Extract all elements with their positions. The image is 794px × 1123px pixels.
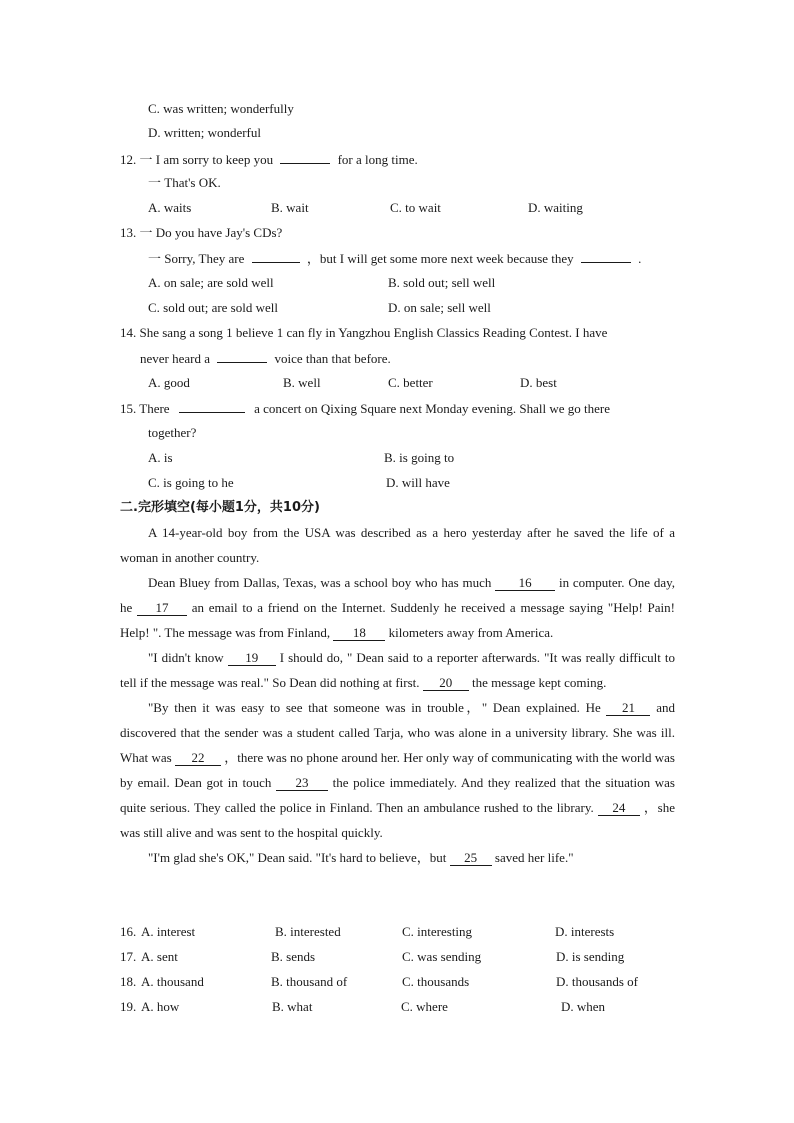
- q14-blank: [217, 350, 267, 363]
- q14-option-c: C. better: [388, 375, 433, 390]
- answer-number: 18.: [120, 974, 137, 989]
- q15-option-d: D. will have: [386, 475, 450, 490]
- q15-blank: [179, 400, 245, 413]
- q13-option-c: C. sold out; are sold well: [148, 300, 278, 315]
- q13-reply: [148, 250, 641, 267]
- q14-option-b: B. well: [283, 375, 321, 390]
- q13-reply-text: 一 Sorry, They are: [148, 251, 245, 266]
- q15-option-c: C. is going to he: [148, 475, 234, 490]
- blank-20: 20: [423, 676, 469, 691]
- q12-stem-text: 12. 一 I am sorry to keep you: [120, 152, 274, 167]
- blank-25: 25: [450, 851, 492, 866]
- passage-paragraph-4: [120, 695, 675, 845]
- answer-option-b: B. sends: [271, 949, 316, 964]
- passage-text: "By then it was easy to see that someone was in trouble，" Dean explained. He: [148, 700, 607, 715]
- answer-number: 17.: [120, 949, 137, 964]
- answer-number: 19.: [120, 999, 137, 1014]
- q13-blank-2: [581, 250, 631, 263]
- blank-18: 18: [333, 626, 385, 641]
- q15-option-a: A. is: [148, 450, 173, 465]
- q15-stem-line2: together?: [148, 425, 197, 440]
- q12-option-a: A. waits: [148, 200, 192, 215]
- blank-22: 22: [175, 751, 221, 766]
- q15-option-b: B. is going to: [384, 450, 455, 465]
- q14-stem: 14. She sang a song 1 believe 1 can fly in Yangzhou English Classics Reading Contest. I have: [120, 325, 608, 340]
- passage-paragraph-2: [120, 570, 675, 645]
- answer-option-c: C. where: [401, 999, 448, 1014]
- passage-text: "I didn't know: [148, 650, 228, 665]
- passage-text: ，she was still alive and was sent to the hospital quickly.: [120, 800, 675, 840]
- passage-text: A 14-year-old boy from the USA was described as a hero yesterday after he saved the life of a woman in another country.: [120, 525, 675, 565]
- q14-stem-text: never heard a: [140, 351, 211, 366]
- answer-option-c: C. interesting: [402, 924, 473, 939]
- q14-option-d: D. best: [520, 375, 557, 390]
- q15-stem-text: 15. There: [120, 401, 170, 416]
- passage-paragraph-3: [120, 645, 675, 695]
- answer-option-a: A. sent: [141, 949, 178, 964]
- q15-stem: [120, 400, 610, 417]
- blank-24: 24: [598, 801, 640, 816]
- passage-text: saved her life.": [491, 850, 574, 865]
- q12-stem-end: for a long time.: [337, 152, 418, 167]
- q14-option-a: A. good: [148, 375, 190, 390]
- passage-text: I should do, " Dean said to a reporter afterwards. "It was really difficult to tell if the message was real." So Dean did nothing at first.: [120, 650, 675, 690]
- answer-option-d: D. is sending: [556, 949, 625, 964]
- answer-option-c: C. was sending: [402, 949, 482, 964]
- answer-option-a: A. how: [141, 999, 180, 1014]
- q12-reply: 一 That's OK.: [148, 175, 221, 190]
- q13-reply-end: .: [638, 251, 642, 266]
- q14-stem-line2: [140, 350, 391, 367]
- passage-text: "I'm glad she's OK," Dean said. "It's hard to believe，but: [148, 850, 450, 865]
- q12-option-c: C. to wait: [390, 200, 441, 215]
- q13-reply-middle: ，but I will get some more next week because they: [306, 251, 574, 266]
- q14-stem-end: voice than that before.: [274, 351, 391, 366]
- answer-option-b: B. thousand of: [271, 974, 348, 989]
- blank-23: 23: [276, 776, 328, 791]
- passage-paragraph-1: [120, 520, 675, 570]
- answer-option-d: D. thousands of: [556, 974, 638, 989]
- q13-stem: 13. 一 Do you have Jay's CDs?: [120, 225, 283, 240]
- q13-option-a: A. on sale; are sold well: [148, 275, 274, 290]
- passage-text: an email to a friend on the Internet. Suddenly he received a message saying "Help! Pain! Help! ". The message was from Finland,: [120, 600, 675, 640]
- answer-number: 16.: [120, 924, 137, 939]
- q15-stem-end: a concert on Qixing Square next Monday evening. Shall we go there: [254, 401, 611, 416]
- q11-option-d: D. written; wonderful: [148, 125, 262, 140]
- blank-17: 17: [137, 601, 187, 616]
- answer-option-d: D. interests: [555, 924, 615, 939]
- answer-option-a: A. interest: [141, 924, 196, 939]
- blank-16: 16: [495, 576, 555, 591]
- answer-option-d: D. when: [561, 999, 606, 1014]
- blank-21: 21: [606, 701, 650, 716]
- q12-blank: [280, 151, 330, 164]
- q13-blank-1: [252, 250, 300, 263]
- passage-text: the message kept coming.: [468, 675, 607, 690]
- answer-option-c: C. thousands: [402, 974, 470, 989]
- passage-text: and discovered that the sender was a student called Tarja, who was alone in a university library. She was ill. What was: [120, 700, 675, 765]
- blank-19: 19: [228, 651, 276, 666]
- passage-paragraph-5: [120, 845, 675, 870]
- q12-option-d: D. waiting: [528, 200, 583, 215]
- cloze-passage: [120, 520, 675, 870]
- answer-option-b: B. interested: [275, 924, 341, 939]
- passage-text: in computer. One day, he: [120, 575, 676, 615]
- passage-text: Dean Bluey from Dallas, Texas, was a school boy who has much: [148, 575, 496, 590]
- passage-text: ，there was no phone around her. Her only way of communicating with the world was by email. Dean got in touch: [120, 750, 675, 790]
- passage-text: kilometers away from America.: [385, 625, 554, 640]
- q12-stem: [120, 151, 418, 168]
- answer-option-b: B. what: [272, 999, 313, 1014]
- q12-option-b: B. wait: [271, 200, 309, 215]
- answer-option-a: A. thousand: [141, 974, 204, 989]
- q13-option-d: D. on sale; sell well: [388, 300, 491, 315]
- section-heading: 二.完形填空(每小题1分，共10分): [120, 500, 320, 515]
- q11-option-c: C. was written; wonderfully: [148, 101, 294, 116]
- passage-text: the police immediately. And they realized that the situation was quite serious. They called the police in Finland. Then an ambulance rushed to the library.: [120, 775, 675, 815]
- q13-option-b: B. sold out; sell well: [388, 275, 496, 290]
